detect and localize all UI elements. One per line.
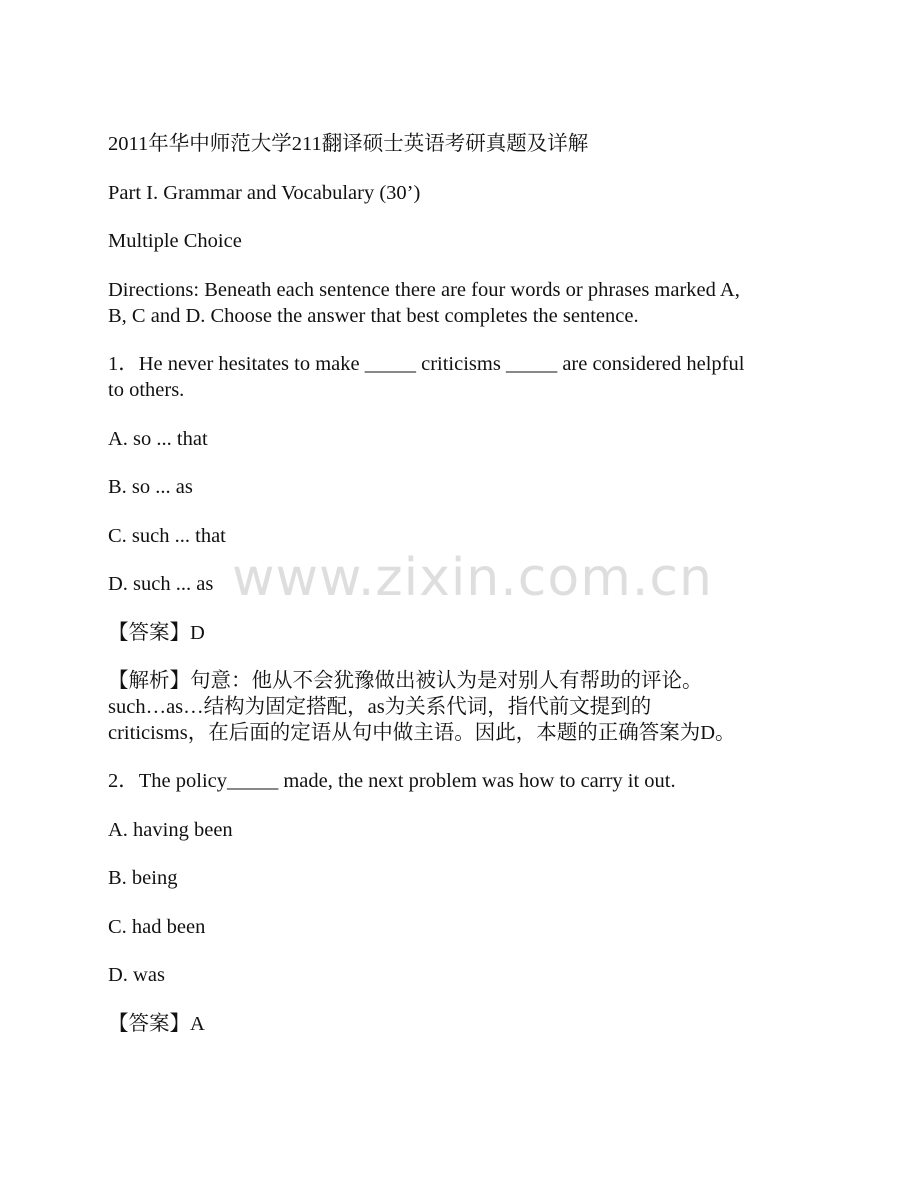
directions-line-1: Directions: Beneath each sentence there are four words or phrases marked A,	[108, 279, 740, 301]
question-1-analysis-line-1: 【解析】句意：他从不会犹豫做出被认为是对别人有帮助的评论。	[108, 670, 703, 692]
question-2-option-c: C. had been	[108, 916, 206, 938]
question-1-stem-line-1: 1．He never hesitates to make _____ criticisms _____ are considered helpful	[108, 353, 745, 375]
question-1-answer: 【答案】D	[108, 622, 205, 644]
part-heading: Part I. Grammar and Vocabulary (30’)	[108, 182, 421, 204]
question-1-option-c: C. such ... that	[108, 525, 226, 547]
question-1-analysis-line-2: such…as…结构为固定搭配，as为关系代词，指代前文提到的	[108, 696, 652, 718]
question-2-stem-line-1: 2．The policy_____ made, the next problem was how to carry it out.	[108, 770, 676, 792]
question-1-option-a: A. so ... that	[108, 428, 208, 450]
question-2-option-b: B. being	[108, 867, 178, 889]
document-title: 2011年华中师范大学211翻译硕士英语考研真题及详解	[108, 133, 589, 155]
watermark: www.zixin.com.cn	[232, 548, 713, 608]
question-1-option-d: D. such ... as	[108, 573, 214, 595]
section-heading: Multiple Choice	[108, 230, 242, 252]
question-2-answer: 【答案】A	[108, 1013, 205, 1035]
question-2-option-a: A. having been	[108, 819, 233, 841]
question-2-option-d: D. was	[108, 964, 165, 986]
question-1-option-b: B. so ... as	[108, 476, 193, 498]
question-1-stem-line-2: to others.	[108, 379, 185, 401]
directions-line-2: B, C and D. Choose the answer that best completes the sentence.	[108, 305, 639, 327]
question-1-analysis-line-3: criticisms，在后面的定语从句中做主语。因此，本题的正确答案为D。	[108, 722, 736, 744]
